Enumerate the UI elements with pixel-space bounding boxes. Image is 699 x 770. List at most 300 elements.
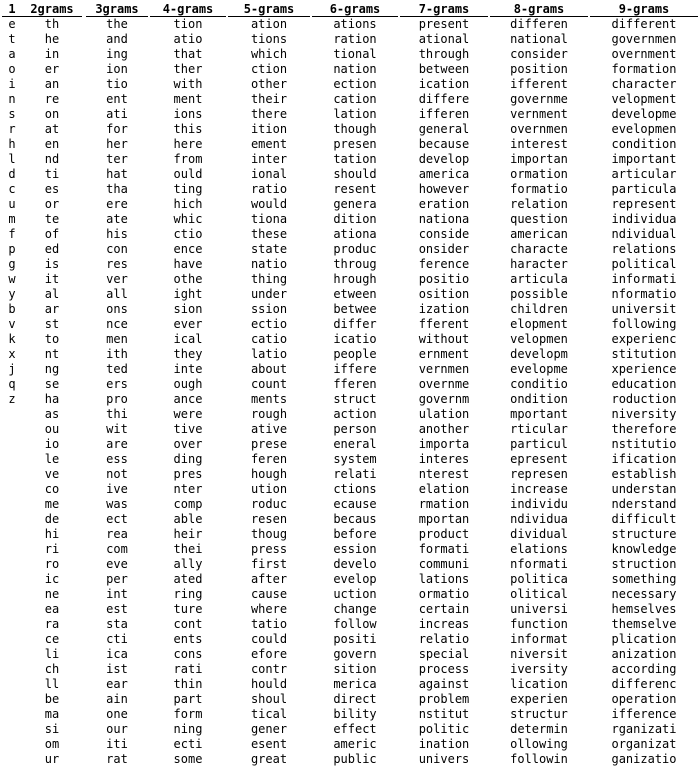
table-cell: roduction — [611, 392, 677, 406]
table-cell: evelopme — [510, 362, 568, 376]
table-cell: en — [44, 137, 60, 151]
table-cell: hould — [250, 677, 288, 691]
table-cell: relations — [611, 242, 677, 256]
table-cell: univers — [418, 752, 470, 766]
table-cell: cont — [173, 617, 203, 631]
column-header: 8-grams — [490, 2, 588, 17]
table-cell: following — [611, 317, 677, 331]
table-cell: ence — [173, 242, 203, 256]
table-cell: understan — [611, 482, 677, 496]
table-cell: ith — [106, 347, 128, 361]
table-cell: tive — [173, 422, 203, 436]
table-cell: ndividua — [510, 512, 568, 526]
table-cell: articula — [510, 272, 568, 286]
table-cell: ted — [106, 362, 128, 376]
table-cell: al — [44, 287, 60, 301]
table-cell: l — [8, 152, 16, 166]
table-cell: individua — [611, 212, 677, 226]
table-cell: overnment — [611, 47, 677, 61]
table-cell: particula — [611, 182, 677, 196]
table-cell: rea — [106, 527, 128, 541]
column-header: 9-grams — [590, 2, 698, 17]
table-cell: nt — [44, 347, 60, 361]
table-cell: ers — [106, 377, 128, 391]
table-cell: per — [106, 572, 128, 586]
table-cell: u — [8, 197, 16, 211]
table-cell: ting — [173, 182, 203, 196]
table-cell: in — [44, 47, 60, 61]
table-cell: thin — [173, 677, 203, 691]
column-1 — [22, 2, 82, 767]
table-cell: politic — [418, 722, 470, 736]
table-cell: as — [44, 407, 60, 421]
table-cell: th — [44, 17, 60, 31]
table-cell: te — [44, 212, 60, 226]
table-cell: ter — [106, 152, 128, 166]
table-cell: great — [250, 752, 288, 766]
table-cell: organizat — [611, 737, 677, 751]
table-cell: ents — [173, 632, 203, 646]
table-cell: were — [173, 407, 203, 421]
table-cell: informat — [510, 632, 568, 646]
column-4 — [228, 2, 310, 767]
table-cell: onsider — [418, 242, 470, 256]
table-cell: interest — [510, 137, 568, 151]
table-cell: ha — [44, 392, 60, 406]
table-cell: press — [250, 542, 288, 556]
table-cell: problem — [418, 692, 470, 706]
table-cell: om — [44, 737, 60, 751]
table-cell: on — [44, 107, 60, 121]
table-cell: relation — [510, 197, 568, 211]
table-cell: catio — [250, 332, 288, 346]
table-cell: ar — [44, 302, 60, 316]
column-header: 1 — [2, 2, 22, 17]
table-cell: ationa — [333, 227, 377, 241]
table-cell: j — [8, 362, 16, 376]
table-cell: ti — [44, 167, 60, 181]
table-cell: o — [8, 62, 16, 76]
table-cell: formatio — [510, 182, 568, 196]
table-cell: resent — [333, 182, 377, 196]
table-cell: after — [250, 572, 288, 586]
table-cell: ational — [418, 32, 470, 46]
table-cell: ro — [44, 557, 60, 571]
table-cell: eve — [106, 557, 128, 571]
table-cell: cons — [173, 647, 203, 661]
column-header: 2grams — [22, 2, 82, 17]
table-cell: ou — [44, 422, 60, 436]
table-cell: this — [173, 122, 203, 136]
column-3 — [150, 2, 226, 767]
table-cell: person — [333, 422, 377, 436]
table-cell: atio — [173, 32, 203, 46]
table-cell: thing — [250, 272, 288, 286]
table-cell: mportant — [510, 407, 568, 421]
table-cell: themselve — [611, 617, 677, 631]
table-cell: represen — [510, 467, 568, 481]
table-cell: uction — [333, 587, 377, 601]
table-cell: ormatio — [418, 587, 470, 601]
table-cell: dividual — [510, 527, 568, 541]
table-cell: people — [333, 347, 377, 361]
table-cell: ative — [250, 422, 288, 436]
column-header: 7-grams — [400, 2, 488, 17]
table-cell: b — [8, 302, 16, 316]
table-cell: politica — [510, 572, 568, 586]
table-cell: nstitut — [418, 707, 470, 721]
table-cell: roduc — [250, 497, 288, 511]
table-cell: special — [418, 647, 470, 661]
table-cell: othe — [173, 272, 203, 286]
table-cell: rat — [106, 752, 128, 766]
table-cell: determin — [510, 722, 568, 736]
table-cell: co — [44, 482, 60, 496]
table-cell: ons — [106, 302, 128, 316]
table-cell: dition — [333, 212, 377, 226]
column-header: 3grams — [86, 2, 148, 17]
table-cell: men — [106, 332, 128, 346]
table-cell: i — [8, 77, 16, 91]
table-cell: w — [8, 272, 16, 286]
table-cell: governm — [418, 392, 470, 406]
table-cell: nderstand — [611, 497, 677, 511]
table-cell: sta — [106, 617, 128, 631]
table-cell: heir — [173, 527, 203, 541]
table-cell: ould — [173, 167, 203, 181]
table-cell: ng — [44, 362, 60, 376]
table-cell: ive — [106, 482, 128, 496]
table-cell: inte — [173, 362, 203, 376]
table-cell: ess — [106, 452, 128, 466]
table-cell: tation — [333, 152, 377, 166]
table-cell: ectio — [250, 317, 288, 331]
table-cell: thi — [106, 407, 128, 421]
table-cell: latio — [250, 347, 288, 361]
table-cell: direct — [333, 692, 377, 706]
table-cell: his — [106, 227, 128, 241]
table-cell: relatio — [418, 632, 470, 646]
column-6 — [400, 2, 488, 767]
table-cell: process — [418, 662, 470, 676]
table-cell: es — [44, 182, 60, 196]
table-cell: ding — [173, 452, 203, 466]
table-cell: thei — [173, 542, 203, 556]
table-cell: ement — [250, 137, 288, 151]
table-cell: according — [611, 662, 677, 676]
table-cell: universit — [611, 302, 677, 316]
table-cell: the — [106, 17, 128, 31]
table-cell: q — [8, 377, 16, 391]
table-cell: xperience — [611, 362, 677, 376]
table-cell: tical — [250, 707, 288, 721]
table-cell: inter — [250, 152, 288, 166]
table-cell: est — [106, 602, 128, 616]
table-cell: ion — [106, 62, 128, 76]
table-cell: nd — [44, 152, 60, 166]
table-cell: followin — [510, 752, 568, 766]
table-cell: state — [250, 242, 288, 256]
table-cell: operation — [611, 692, 677, 706]
table-cell: mportan — [418, 512, 470, 526]
table-cell: epresent — [510, 452, 568, 466]
column-7 — [490, 2, 588, 767]
table-cell: v — [8, 317, 16, 331]
table-cell: esent — [250, 737, 288, 751]
table-cell: ring — [173, 587, 203, 601]
table-cell: rganizati — [611, 722, 677, 736]
table-cell: represent — [611, 197, 677, 211]
table-cell: ning — [173, 722, 203, 736]
table-cell: cti — [106, 632, 128, 646]
table-cell: lication — [510, 677, 568, 691]
table-cell: question — [510, 212, 568, 226]
table-cell: ated — [173, 572, 203, 586]
table-cell: ection — [333, 77, 377, 91]
table-cell: z — [8, 392, 16, 406]
table-cell: relati — [333, 467, 377, 481]
table-cell: gener — [250, 722, 288, 736]
table-cell: are — [106, 437, 128, 451]
table-cell: that — [173, 47, 203, 61]
table-cell: genera — [333, 197, 377, 211]
table-cell: public — [333, 752, 377, 766]
table-cell: should — [333, 167, 377, 181]
table-cell: ution — [250, 482, 288, 496]
table-cell: though — [333, 122, 377, 136]
table-cell: int — [106, 587, 128, 601]
table-cell: merica — [333, 677, 377, 691]
table-cell: overnmen — [510, 122, 568, 136]
table-cell: etween — [333, 287, 377, 301]
table-cell: ica — [106, 647, 128, 661]
table-cell: ance — [173, 392, 203, 406]
table-cell: cause — [250, 587, 288, 601]
table-cell: condition — [611, 137, 677, 151]
table-cell: efore — [250, 647, 288, 661]
column-header: 5-grams — [228, 2, 310, 17]
table-cell: general — [418, 122, 470, 136]
table-cell: necessary — [611, 587, 677, 601]
table-cell: feren — [250, 452, 288, 466]
table-cell: plication — [611, 632, 677, 646]
table-cell: ulation — [418, 407, 470, 421]
table-cell: ndividual — [611, 227, 677, 241]
table-cell: their — [250, 92, 288, 106]
table-cell: struction — [611, 557, 677, 571]
table-cell: sition — [333, 662, 377, 676]
column-0 — [2, 2, 22, 407]
table-cell: ri — [44, 542, 60, 556]
table-cell: developm — [510, 347, 568, 361]
table-cell: rough — [250, 407, 288, 421]
table-cell: resen — [250, 512, 288, 526]
table-cell: ll — [44, 677, 60, 691]
table-cell: differenc — [611, 677, 677, 691]
table-cell: rati — [173, 662, 203, 676]
table-cell: change — [333, 602, 377, 616]
table-cell: niversit — [510, 647, 568, 661]
table-cell: action — [333, 407, 377, 421]
table-cell: political — [611, 257, 677, 271]
table-cell: was — [106, 497, 128, 511]
table-cell: ifferen — [418, 107, 470, 121]
table-cell: our — [106, 722, 128, 736]
table-cell: ever — [173, 317, 203, 331]
table-cell: ect — [106, 512, 128, 526]
table-cell: struct — [333, 392, 377, 406]
table-cell: ollowing — [510, 737, 568, 751]
table-cell: y — [8, 287, 16, 301]
table-cell: e — [8, 17, 16, 31]
table-cell: these — [250, 227, 288, 241]
table-cell: res — [106, 257, 128, 271]
table-cell: national — [510, 32, 568, 46]
table-cell: characte — [510, 242, 568, 256]
table-cell: increas — [418, 617, 470, 631]
table-cell: eration — [418, 197, 470, 211]
table-cell: becaus — [333, 512, 377, 526]
table-cell: ratio — [250, 182, 288, 196]
table-cell: nce — [106, 317, 128, 331]
table-cell: about — [250, 362, 288, 376]
table-cell: governme — [510, 92, 568, 106]
table-cell: c — [8, 182, 16, 196]
table-cell: not — [106, 467, 128, 481]
table-cell: with — [173, 77, 203, 91]
table-cell: ther — [173, 62, 203, 76]
table-cell: between — [418, 62, 470, 76]
table-cell: one — [106, 707, 128, 721]
table-cell: osition — [418, 287, 470, 301]
table-cell: shoul — [250, 692, 288, 706]
table-cell: ough — [173, 377, 203, 391]
table-cell: tiona — [250, 212, 288, 226]
table-cell: formati — [418, 542, 470, 556]
table-cell: ation — [250, 17, 288, 31]
table-cell: first — [250, 557, 288, 571]
table-cell: through — [418, 47, 470, 61]
table-cell: wit — [106, 422, 128, 436]
table-cell: m — [8, 212, 16, 226]
table-cell: nterest — [418, 467, 470, 481]
table-cell: differ — [333, 317, 377, 331]
table-cell: me — [44, 497, 60, 511]
table-cell: ctions — [333, 482, 377, 496]
table-cell: ea — [44, 602, 60, 616]
column-header: 6-grams — [312, 2, 398, 17]
table-cell: thoug — [250, 527, 288, 541]
table-cell: where — [250, 602, 288, 616]
table-cell: universi — [510, 602, 568, 616]
table-cell: ication — [418, 77, 470, 91]
table-cell: children — [510, 302, 568, 316]
table-cell: something — [611, 572, 677, 586]
table-cell: increase — [510, 482, 568, 496]
table-cell: hi — [44, 527, 60, 541]
table-cell: sion — [173, 302, 203, 316]
table-cell: betwee — [333, 302, 377, 316]
table-cell: under — [250, 287, 288, 301]
table-cell: bility — [333, 707, 377, 721]
table-cell: er — [44, 62, 60, 76]
table-cell: f — [8, 227, 16, 241]
table-cell: li — [44, 647, 60, 661]
table-cell: could — [250, 632, 288, 646]
column-5 — [312, 2, 398, 767]
table-cell: ight — [173, 287, 203, 301]
table-cell: particul — [510, 437, 568, 451]
table-cell: develo — [333, 557, 377, 571]
table-cell: whic — [173, 212, 203, 226]
table-cell: structure — [611, 527, 677, 541]
table-cell: nation — [333, 62, 377, 76]
table-cell: vernmen — [418, 362, 470, 376]
table-cell: ondition — [510, 392, 568, 406]
table-cell: r — [8, 122, 16, 136]
table-cell: velopment — [611, 92, 677, 106]
table-cell: prese — [250, 437, 288, 451]
table-cell: individu — [510, 497, 568, 511]
table-cell: a — [8, 47, 16, 61]
table-cell: natio — [250, 257, 288, 271]
table-cell: ification — [611, 452, 677, 466]
table-cell: ference — [418, 257, 470, 271]
table-cell: position — [510, 62, 568, 76]
table-cell: iffere — [333, 362, 377, 376]
table-cell: pres — [173, 467, 203, 481]
table-cell: contr — [250, 662, 288, 676]
table-cell: ration — [333, 32, 377, 46]
table-cell: anization — [611, 647, 677, 661]
table-cell: ional — [250, 167, 288, 181]
table-cell: which — [250, 47, 288, 61]
table-cell: present — [418, 17, 470, 31]
table-cell: s — [8, 107, 16, 121]
table-cell: ction — [250, 62, 288, 76]
table-cell: they — [173, 347, 203, 361]
table-cell: ra — [44, 617, 60, 631]
table-cell: positi — [333, 632, 377, 646]
table-cell: certain — [418, 602, 470, 616]
table-cell: differen — [510, 17, 568, 31]
table-cell: fferen — [333, 377, 377, 391]
table-cell: nformatio — [611, 287, 677, 301]
table-cell: fferent — [418, 317, 470, 331]
table-cell: ment — [173, 92, 203, 106]
table-cell: would — [250, 197, 288, 211]
table-cell: hat — [106, 167, 128, 181]
table-cell: g — [8, 257, 16, 271]
table-cell: important — [611, 152, 677, 166]
table-cell: ization — [418, 302, 470, 316]
table-cell: have — [173, 257, 203, 271]
table-cell: hough — [250, 467, 288, 481]
table-cell: her — [106, 137, 128, 151]
column-8 — [590, 2, 698, 767]
table-cell: iti — [106, 737, 128, 751]
table-cell: ecause — [333, 497, 377, 511]
table-cell: ed — [44, 242, 60, 256]
table-cell: rmation — [418, 497, 470, 511]
table-cell: evelop — [333, 572, 377, 586]
table-cell: ifferent — [510, 77, 568, 91]
table-cell: olitical — [510, 587, 568, 601]
table-cell: form — [173, 707, 203, 721]
table-cell: vernment — [510, 107, 568, 121]
table-cell: d — [8, 167, 16, 181]
table-cell: consider — [510, 47, 568, 61]
